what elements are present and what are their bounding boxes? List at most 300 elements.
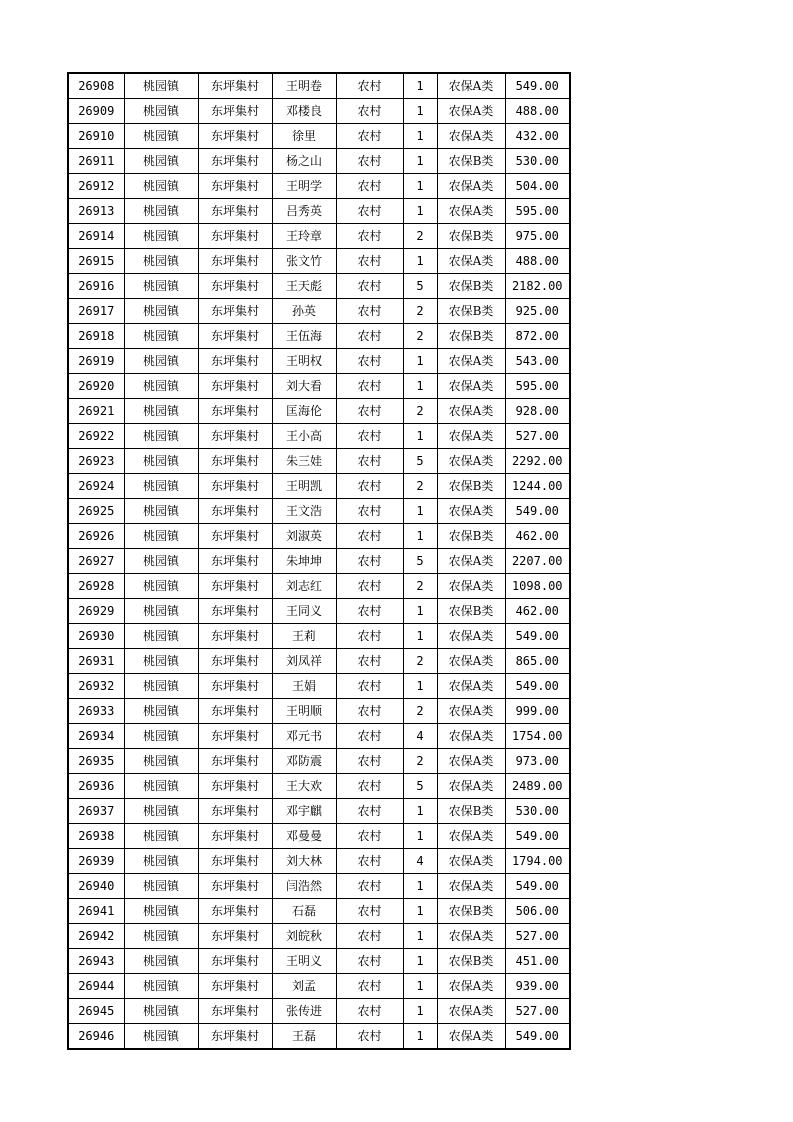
record-id-cell: 26917 [68,299,124,324]
amount-cell: 530.00 [505,799,570,824]
record-id-cell: 26930 [68,624,124,649]
village-cell: 东坪集村 [198,624,272,649]
category-cell: 农村 [336,699,403,724]
amount-cell: 928.00 [505,399,570,424]
household-count-cell: 1 [403,924,437,949]
household-count-cell: 1 [403,249,437,274]
name-cell: 刘大林 [272,849,336,874]
village-cell: 东坪集村 [198,574,272,599]
amount-cell: 549.00 [505,624,570,649]
record-id-cell: 26920 [68,374,124,399]
township-cell: 桃园镇 [124,799,198,824]
table-row [68,99,570,124]
category-cell: 农村 [336,349,403,374]
record-id-cell: 26923 [68,449,124,474]
insurance-type-cell: 农保A类 [437,499,505,524]
village-cell: 东坪集村 [198,924,272,949]
record-id-cell: 26933 [68,699,124,724]
category-cell: 农村 [336,73,403,99]
township-cell: 桃园镇 [124,949,198,974]
insurance-type-cell: 农保B类 [437,149,505,174]
township-cell: 桃园镇 [124,73,198,99]
amount-cell: 451.00 [505,949,570,974]
amount-cell: 1098.00 [505,574,570,599]
insurance-type-cell: 农保B类 [437,274,505,299]
township-cell: 桃园镇 [124,749,198,774]
name-cell: 王娟 [272,674,336,699]
name-cell: 刘淑英 [272,524,336,549]
amount-cell: 1244.00 [505,474,570,499]
household-count-cell: 1 [403,1024,437,1050]
insurance-type-cell: 农保A类 [437,649,505,674]
household-count-cell: 1 [403,499,437,524]
name-cell: 朱三娃 [272,449,336,474]
category-cell: 农村 [336,299,403,324]
table-row [68,499,570,524]
table-row [68,599,570,624]
household-count-cell: 2 [403,399,437,424]
amount-cell: 939.00 [505,974,570,999]
village-cell: 东坪集村 [198,674,272,699]
table-row [68,949,570,974]
category-cell: 农村 [336,849,403,874]
category-cell: 农村 [336,599,403,624]
village-cell: 东坪集村 [198,274,272,299]
table-row [68,699,570,724]
name-cell: 王莉 [272,624,336,649]
name-cell: 王大欢 [272,774,336,799]
household-count-cell: 1 [403,874,437,899]
category-cell: 农村 [336,574,403,599]
insurance-type-cell: 农保B类 [437,474,505,499]
category-cell: 农村 [336,399,403,424]
category-cell: 农村 [336,524,403,549]
record-id-cell: 26913 [68,199,124,224]
category-cell: 农村 [336,999,403,1024]
township-cell: 桃园镇 [124,624,198,649]
table-row [68,124,570,149]
amount-cell: 543.00 [505,349,570,374]
category-cell: 农村 [336,324,403,349]
table-row [68,999,570,1024]
household-count-cell: 1 [403,799,437,824]
household-count-cell: 2 [403,224,437,249]
township-cell: 桃园镇 [124,399,198,424]
amount-cell: 595.00 [505,199,570,224]
table-row [68,649,570,674]
record-id-cell: 26908 [68,73,124,99]
household-count-cell: 1 [403,174,437,199]
table-row [68,574,570,599]
household-count-cell: 1 [403,974,437,999]
insurance-type-cell: 农保B类 [437,599,505,624]
category-cell: 农村 [336,549,403,574]
category-cell: 农村 [336,499,403,524]
record-id-cell: 26925 [68,499,124,524]
table-row [68,349,570,374]
township-cell: 桃园镇 [124,824,198,849]
amount-cell: 506.00 [505,899,570,924]
category-cell: 农村 [336,374,403,399]
table-row [68,474,570,499]
household-count-cell: 1 [403,424,437,449]
township-cell: 桃园镇 [124,474,198,499]
township-cell: 桃园镇 [124,874,198,899]
insurance-type-cell: 农保A类 [437,174,505,199]
record-id-cell: 26927 [68,549,124,574]
category-cell: 农村 [336,649,403,674]
amount-cell: 488.00 [505,249,570,274]
record-id-cell: 26942 [68,924,124,949]
insurance-type-cell: 农保B类 [437,799,505,824]
village-cell: 东坪集村 [198,199,272,224]
amount-cell: 432.00 [505,124,570,149]
name-cell: 邓防震 [272,749,336,774]
village-cell: 东坪集村 [198,349,272,374]
amount-cell: 549.00 [505,874,570,899]
table-row [68,749,570,774]
insurance-type-cell: 农保A类 [437,999,505,1024]
insurance-type-cell: 农保A类 [437,624,505,649]
category-cell: 农村 [336,474,403,499]
table-row [68,849,570,874]
village-cell: 东坪集村 [198,824,272,849]
record-id-cell: 26924 [68,474,124,499]
village-cell: 东坪集村 [198,449,272,474]
township-cell: 桃园镇 [124,374,198,399]
name-cell: 邓曼曼 [272,824,336,849]
insurance-type-cell: 农保A类 [437,349,505,374]
village-cell: 东坪集村 [198,999,272,1024]
household-count-cell: 2 [403,299,437,324]
name-cell: 王文浩 [272,499,336,524]
name-cell: 王明学 [272,174,336,199]
table-body [68,73,570,1049]
name-cell: 吕秀英 [272,199,336,224]
category-cell: 农村 [336,674,403,699]
name-cell: 王伍海 [272,324,336,349]
table-row [68,549,570,574]
record-id-cell: 26934 [68,724,124,749]
record-id-cell: 26941 [68,899,124,924]
township-cell: 桃园镇 [124,224,198,249]
township-cell: 桃园镇 [124,199,198,224]
household-count-cell: 1 [403,899,437,924]
township-cell: 桃园镇 [124,499,198,524]
insurance-type-cell: 农保A类 [437,399,505,424]
village-cell: 东坪集村 [198,99,272,124]
record-id-cell: 26926 [68,524,124,549]
township-cell: 桃园镇 [124,1024,198,1050]
insurance-type-cell: 农保A类 [437,849,505,874]
amount-cell: 527.00 [505,424,570,449]
township-cell: 桃园镇 [124,899,198,924]
amount-cell: 549.00 [505,1024,570,1050]
township-cell: 桃园镇 [124,549,198,574]
insurance-type-cell: 农保B类 [437,949,505,974]
household-count-cell: 4 [403,849,437,874]
village-cell: 东坪集村 [198,324,272,349]
township-cell: 桃园镇 [124,674,198,699]
record-id-cell: 26916 [68,274,124,299]
category-cell: 农村 [336,274,403,299]
household-count-cell: 2 [403,474,437,499]
insurance-type-cell: 农保A类 [437,374,505,399]
village-cell: 东坪集村 [198,649,272,674]
category-cell: 农村 [336,724,403,749]
record-id-cell: 26914 [68,224,124,249]
amount-cell: 975.00 [505,224,570,249]
township-cell: 桃园镇 [124,124,198,149]
insurance-type-cell: 农保A类 [437,874,505,899]
household-count-cell: 1 [403,374,437,399]
table-row [68,299,570,324]
name-cell: 王同义 [272,599,336,624]
category-cell: 农村 [336,199,403,224]
township-cell: 桃园镇 [124,274,198,299]
amount-cell: 2207.00 [505,549,570,574]
village-cell: 东坪集村 [198,124,272,149]
record-id-cell: 26910 [68,124,124,149]
village-cell: 东坪集村 [198,899,272,924]
record-id-cell: 26946 [68,1024,124,1050]
table-row [68,374,570,399]
insurance-type-cell: 农保A类 [437,199,505,224]
name-cell: 邓宇麒 [272,799,336,824]
insurance-type-cell: 农保A类 [437,824,505,849]
insurance-type-cell: 农保A类 [437,674,505,699]
table-row [68,874,570,899]
household-count-cell: 1 [403,73,437,99]
record-id-cell: 26940 [68,874,124,899]
household-count-cell: 1 [403,949,437,974]
name-cell: 王明卷 [272,73,336,99]
village-cell: 东坪集村 [198,1024,272,1050]
amount-cell: 872.00 [505,324,570,349]
category-cell: 农村 [336,774,403,799]
category-cell: 农村 [336,899,403,924]
name-cell: 王明凯 [272,474,336,499]
record-id-cell: 26929 [68,599,124,624]
table-row [68,974,570,999]
township-cell: 桃园镇 [124,724,198,749]
record-id-cell: 26928 [68,574,124,599]
table-row [68,624,570,649]
amount-cell: 504.00 [505,174,570,199]
township-cell: 桃园镇 [124,999,198,1024]
category-cell: 农村 [336,174,403,199]
table-row [68,199,570,224]
table-row [68,824,570,849]
amount-cell: 462.00 [505,524,570,549]
household-count-cell: 2 [403,324,437,349]
name-cell: 邓元书 [272,724,336,749]
village-cell: 东坪集村 [198,73,272,99]
category-cell: 农村 [336,224,403,249]
name-cell: 刘皖秋 [272,924,336,949]
amount-cell: 488.00 [505,99,570,124]
name-cell: 王明权 [272,349,336,374]
township-cell: 桃园镇 [124,924,198,949]
insurance-type-cell: 农保A类 [437,449,505,474]
record-id-cell: 26931 [68,649,124,674]
household-count-cell: 5 [403,774,437,799]
category-cell: 农村 [336,924,403,949]
township-cell: 桃园镇 [124,849,198,874]
name-cell: 王玲章 [272,224,336,249]
category-cell: 农村 [336,749,403,774]
township-cell: 桃园镇 [124,324,198,349]
name-cell: 石磊 [272,899,336,924]
village-cell: 东坪集村 [198,699,272,724]
village-cell: 东坪集村 [198,374,272,399]
village-cell: 东坪集村 [198,224,272,249]
table-row [68,899,570,924]
amount-cell: 549.00 [505,73,570,99]
record-id-cell: 26911 [68,149,124,174]
record-id-cell: 26919 [68,349,124,374]
category-cell: 农村 [336,824,403,849]
record-id-cell: 26912 [68,174,124,199]
table-row [68,324,570,349]
household-count-cell: 1 [403,824,437,849]
household-count-cell: 2 [403,574,437,599]
category-cell: 农村 [336,149,403,174]
amount-cell: 1794.00 [505,849,570,874]
insurance-type-cell: 农保A类 [437,73,505,99]
table-row [68,799,570,824]
amount-cell: 999.00 [505,699,570,724]
township-cell: 桃园镇 [124,249,198,274]
household-count-cell: 1 [403,199,437,224]
record-id-cell: 26939 [68,849,124,874]
household-count-cell: 1 [403,149,437,174]
name-cell: 张传进 [272,999,336,1024]
amount-cell: 527.00 [505,924,570,949]
household-count-cell: 1 [403,999,437,1024]
township-cell: 桃园镇 [124,699,198,724]
insurance-type-cell: 农保B类 [437,224,505,249]
household-count-cell: 2 [403,649,437,674]
insurance-type-cell: 农保A类 [437,974,505,999]
name-cell: 刘凤祥 [272,649,336,674]
village-cell: 东坪集村 [198,299,272,324]
record-id-cell: 26943 [68,949,124,974]
name-cell: 王明义 [272,949,336,974]
table-row [68,449,570,474]
name-cell: 张文竹 [272,249,336,274]
township-cell: 桃园镇 [124,149,198,174]
township-cell: 桃园镇 [124,649,198,674]
record-id-cell: 26922 [68,424,124,449]
name-cell: 匡海伦 [272,399,336,424]
table-row [68,1024,570,1050]
village-cell: 东坪集村 [198,874,272,899]
township-cell: 桃园镇 [124,449,198,474]
village-cell: 东坪集村 [198,799,272,824]
insurance-type-cell: 农保A类 [437,574,505,599]
household-count-cell: 1 [403,674,437,699]
amount-cell: 549.00 [505,674,570,699]
village-cell: 东坪集村 [198,549,272,574]
amount-cell: 925.00 [505,299,570,324]
village-cell: 东坪集村 [198,524,272,549]
category-cell: 农村 [336,424,403,449]
name-cell: 徐里 [272,124,336,149]
category-cell: 农村 [336,249,403,274]
household-count-cell: 1 [403,624,437,649]
amount-cell: 595.00 [505,374,570,399]
record-id-cell: 26915 [68,249,124,274]
insurance-type-cell: 农保A类 [437,124,505,149]
record-id-cell: 26935 [68,749,124,774]
insurance-type-cell: 农保A类 [437,549,505,574]
township-cell: 桃园镇 [124,349,198,374]
household-count-cell: 1 [403,349,437,374]
record-id-cell: 26945 [68,999,124,1024]
village-cell: 东坪集村 [198,749,272,774]
amount-cell: 1754.00 [505,724,570,749]
name-cell: 王明顺 [272,699,336,724]
household-count-cell: 1 [403,99,437,124]
insurance-type-cell: 农保A类 [437,99,505,124]
household-count-cell: 1 [403,524,437,549]
township-cell: 桃园镇 [124,174,198,199]
village-cell: 东坪集村 [198,849,272,874]
category-cell: 农村 [336,1024,403,1050]
table-row [68,524,570,549]
name-cell: 刘大看 [272,374,336,399]
table-row [68,149,570,174]
village-cell: 东坪集村 [198,774,272,799]
village-cell: 东坪集村 [198,249,272,274]
insurance-type-cell: 农保A类 [437,424,505,449]
table-row [68,73,570,99]
household-count-cell: 2 [403,699,437,724]
name-cell: 王天彪 [272,274,336,299]
insurance-type-cell: 农保B类 [437,899,505,924]
name-cell: 王磊 [272,1024,336,1050]
insurance-type-cell: 农保A类 [437,774,505,799]
amount-cell: 865.00 [505,649,570,674]
township-cell: 桃园镇 [124,774,198,799]
village-cell: 东坪集村 [198,149,272,174]
record-id-cell: 26932 [68,674,124,699]
insurance-type-cell: 农保A类 [437,724,505,749]
amount-cell: 549.00 [505,824,570,849]
household-count-cell: 1 [403,124,437,149]
name-cell: 王小高 [272,424,336,449]
township-cell: 桃园镇 [124,974,198,999]
table-row [68,274,570,299]
village-cell: 东坪集村 [198,474,272,499]
name-cell: 朱坤坤 [272,549,336,574]
category-cell: 农村 [336,974,403,999]
name-cell: 杨之山 [272,149,336,174]
record-id-cell: 26921 [68,399,124,424]
category-cell: 农村 [336,99,403,124]
category-cell: 农村 [336,449,403,474]
table-row [68,224,570,249]
township-cell: 桃园镇 [124,524,198,549]
village-cell: 东坪集村 [198,499,272,524]
household-count-cell: 1 [403,599,437,624]
village-cell: 东坪集村 [198,424,272,449]
record-id-cell: 26918 [68,324,124,349]
township-cell: 桃园镇 [124,99,198,124]
insurance-type-cell: 农保A类 [437,924,505,949]
amount-cell: 530.00 [505,149,570,174]
